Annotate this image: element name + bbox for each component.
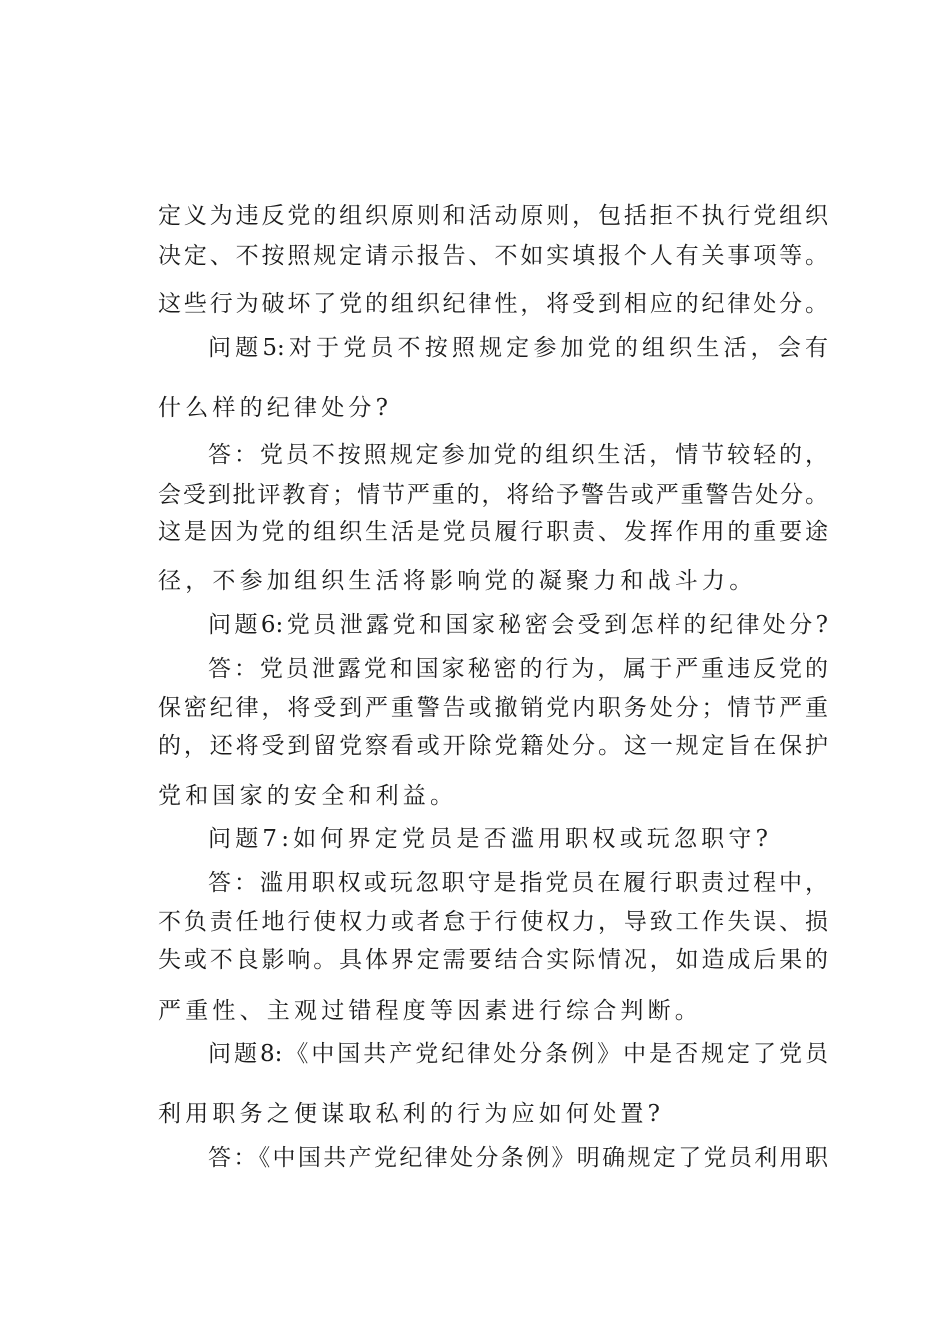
paragraph-line: 定义为违反党的组织原则和活动原则，包括拒不执行党组织: [158, 203, 828, 229]
answer-line: 径，不参加组织生活将影响党的凝聚力和战斗力。: [158, 568, 757, 594]
paragraph-line: 这些行为破坏了党的组织纪律性，将受到相应的纪律处分。: [158, 291, 828, 317]
question-heading-cont: 什么样的纪律处分?: [158, 395, 393, 421]
answer-line: 保密纪律，将受到严重警告或撤销党内职务处分；情节严重: [158, 695, 828, 721]
answer-line: 失或不良影响。具体界定需要结合实际情况，如造成后果的: [158, 947, 828, 973]
paragraph-line: 决定、不按照规定请示报告、不如实填报个人有关事项等。: [158, 243, 828, 269]
answer-line: 不负责任地行使权力或者怠于行使权力，导致工作失误、损: [158, 909, 828, 935]
question-heading: 问题5:对于党员不按照规定参加党的组织生活，会有: [208, 335, 828, 361]
answer-line: 严重性、主观过错程度等因素进行综合判断。: [158, 998, 702, 1024]
answer-line: 答：党员不按照规定参加党的组织生活，情节较轻的，: [208, 442, 828, 468]
answer-line: 这是因为党的组织生活是党员履行职责、发挥作用的重要途: [158, 519, 828, 545]
question-heading-cont: 利用职务之便谋取私利的行为应如何处置?: [158, 1101, 665, 1127]
answer-line: 答：《中国共产党纪律处分条例》明确规定了党员利用职: [208, 1145, 828, 1171]
answer-line: 答：党员泄露党和国家秘密的行为，属于严重违反党的: [208, 656, 828, 682]
question-heading: 问题6:党员泄露党和国家秘密会受到怎样的纪律处分?: [208, 612, 828, 638]
answer-line: 答：滥用职权或玩忽职守是指党员在履行职责过程中，: [208, 870, 828, 896]
answer-line: 会受到批评教育；情节严重的，将给予警告或严重警告处分。: [158, 482, 828, 508]
answer-line: 党和国家的安全和利益。: [158, 783, 458, 809]
answer-line: 的，还将受到留党察看或开除党籍处分。这一规定旨在保护: [158, 733, 828, 759]
question-heading: 问题7:如何界定党员是否滥用职权或玩忽职守?: [208, 826, 773, 852]
question-heading: 问题8:《中国共产党纪律处分条例》中是否规定了党员: [208, 1041, 828, 1067]
